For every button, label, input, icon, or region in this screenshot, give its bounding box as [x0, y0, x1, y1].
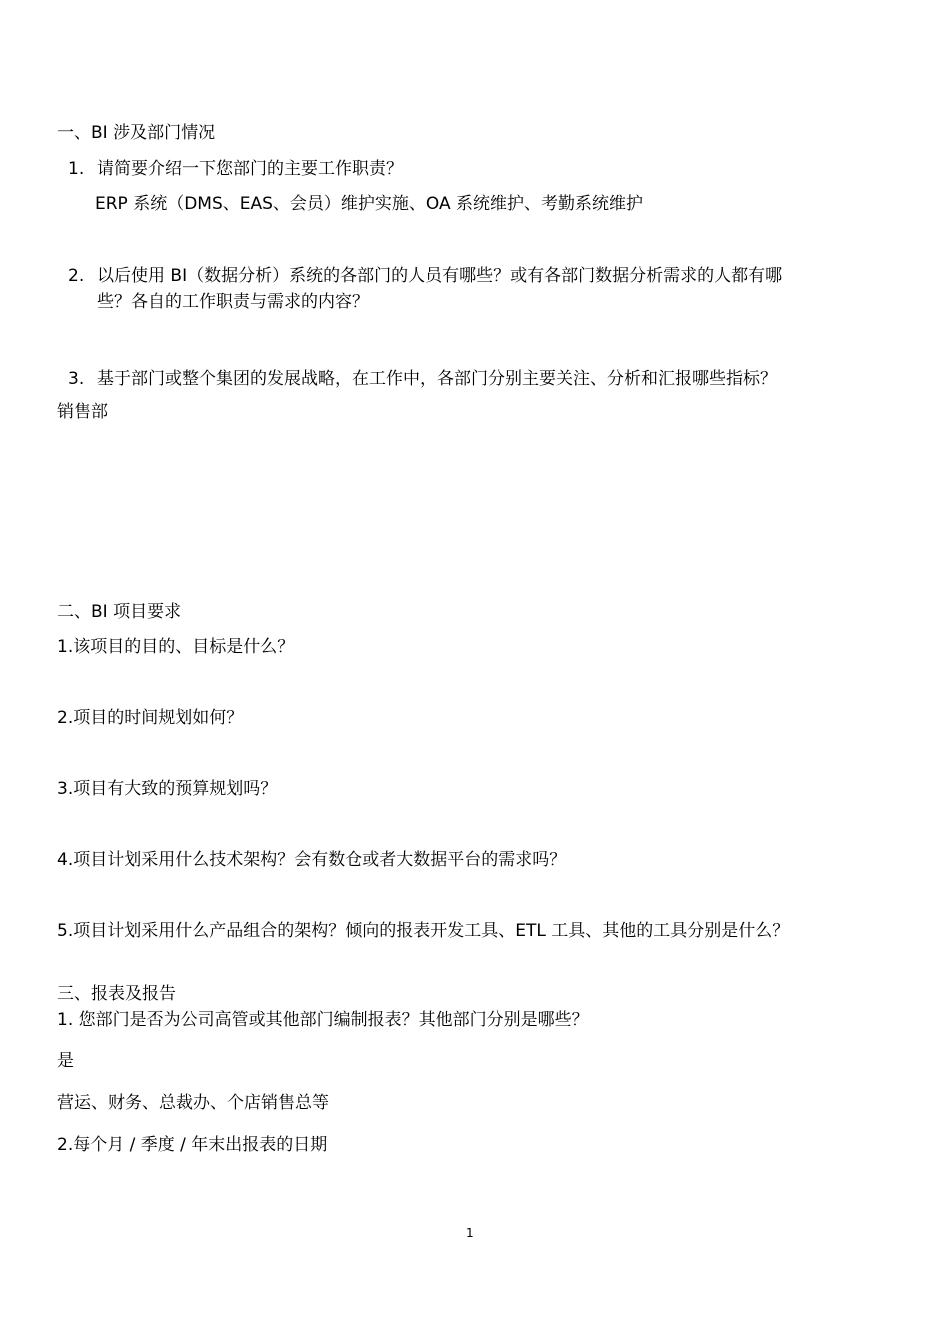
list-item: 3.项目有大致的预算规划吗？: [57, 779, 278, 799]
question-number: 3.: [68, 369, 85, 389]
list-item: 1.该项目的目的、目标是什么？: [57, 637, 295, 657]
page-number: 1: [466, 1226, 474, 1240]
answer-text: 是: [57, 1051, 74, 1071]
question-text: 请简要介绍一下您部门的主要工作职责？: [97, 159, 403, 179]
question-text: 基于部门或整个集团的发展战略，在工作中，各部门分别主要关注、分析和汇报哪些指标？: [97, 369, 777, 389]
section-heading-bi-departments: 一、BI 涉及部门情况: [57, 123, 216, 143]
answer-text: ERP 系统（DMS、EAS、会员）维护实施、OA 系统维护、考勤系统维护: [95, 194, 644, 214]
question-number: 2.: [68, 266, 85, 286]
question-text: 2.每个月 / 季度 / 年末出报表的日期: [57, 1135, 328, 1155]
list-item: 2.项目的时间规划如何？: [57, 708, 244, 728]
answer-text: 营运、财务、总裁办、个店销售总等: [57, 1093, 329, 1113]
question-text: 1. 您部门是否为公司高管或其他部门编制报表？其他部门分别是哪些？: [57, 1010, 589, 1030]
section-heading-reports: 三、报表及报告: [57, 984, 176, 1004]
list-item: 5.项目计划采用什么产品组合的架构？倾向的报表开发工具、ETL 工具、其他的工具分别是什么？: [57, 921, 790, 941]
list-item: 4.项目计划采用什么技术架构？会有数仓或者大数据平台的需求吗？: [57, 850, 567, 870]
question-text: 以后使用 BI（数据分析）系统的各部门的人员有哪些？或有各部门数据分析需求的人都有哪: [97, 266, 783, 286]
section-heading-bi-project: 二、BI 项目要求: [57, 602, 182, 622]
question-text-continued: 些？各自的工作职责与需求的内容？: [97, 292, 369, 312]
question-number: 1.: [68, 159, 85, 179]
answer-text: 销售部: [57, 402, 108, 422]
